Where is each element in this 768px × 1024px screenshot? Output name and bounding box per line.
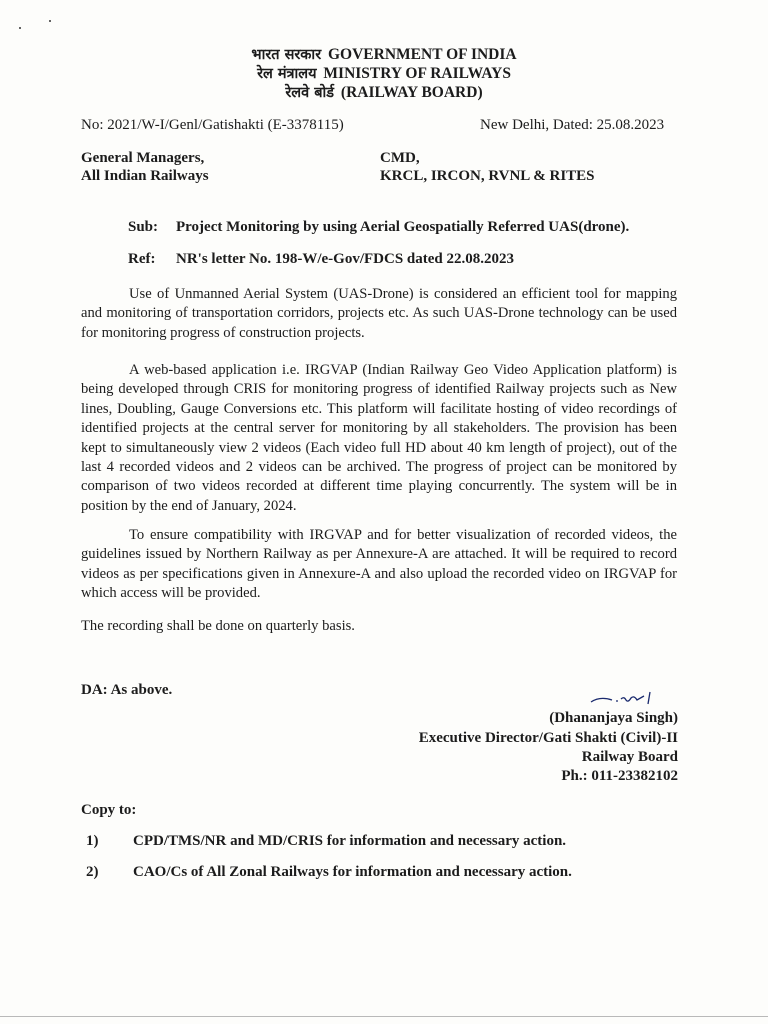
addressee-right-line1: CMD, — [380, 150, 420, 166]
signatory-office: Railway Board — [581, 749, 678, 765]
subject-text: Project Monitoring by using Aerial Geospatially Referred UAS(drone). — [176, 219, 630, 235]
place-date: New Delhi, Dated: 25.08.2023 — [480, 117, 665, 133]
header-hindi-board: रेलवे बोर्ड — [285, 85, 335, 101]
scan-speck — [49, 20, 51, 22]
reference-number: No: 2021/W-I/Genl/Gatishakti (E-3378115) — [81, 117, 344, 133]
header-hindi-government: भारत सरकार — [251, 47, 322, 63]
body-paragraph-1: Use of Unmanned Aerial System (UAS-Drone) is considered an efficient tool for mapping and monitoring of transportation corridors, projects etc. As such UAS-Drone technology can be used for monitoring progress of construction projects. — [81, 286, 677, 341]
header-english-government: GOVERNMENT OF INDIA — [328, 46, 517, 63]
body-paragraph-3: To ensure compatibility with IRGVAP and for better visualization of recorded videos, the guidelines issued by Northern Railway as per Annexure-A are attached. It will be required to record videos as per specifications given in Annexure-A and also upload the recorded video on IRGVAP for which access will be provided. — [81, 527, 677, 602]
header-line-ministry — [0, 63, 768, 83]
signatory-designation: Executive Director/Gati Shakti (Civil)-II — [418, 730, 678, 746]
handwritten-signature — [588, 690, 658, 710]
signatory-phone: Ph.: 011-23382102 — [561, 768, 678, 784]
header-hindi-ministry: रेल मंत्रालय — [257, 66, 317, 82]
addressee-left-line1: General Managers, — [81, 150, 205, 166]
body-paragraph-4: The recording shall be done on quarterly basis. — [81, 618, 355, 634]
scan-speck — [19, 27, 21, 29]
scan-edge-line — [0, 1016, 768, 1017]
subject-label: Sub: — [128, 219, 159, 235]
copy-to-label: Copy to: — [81, 802, 137, 818]
copy-item-text: CAO/Cs of All Zonal Railways for information and necessary action. — [133, 864, 572, 880]
body-paragraph-2: A web-based application i.e. IRGVAP (Indian Railway Geo Video Application platform) is being developed through CRIS for monitoring progress of identified Railway projects such as New lines, Doubling, Gauge Conversions etc. This platform will facilitate hosting of video recordings of identified projects at the central server for monitoring by all stakeholders. The provision has been kept to simultaneously view 2 videos (Each video full HD about 40 km length of project), out of the last 4 recorded videos and 2 videos can be archived. The progress of project can be monitored by comparison of two videos recorded at different time playing concurrently. The system will be in position by the end of January, 2024. — [81, 362, 677, 514]
signatory-name: (Dhananjaya Singh) — [549, 710, 678, 726]
header-line-government — [0, 44, 768, 64]
copy-item-number: 1) — [86, 833, 99, 849]
enclosure-note: DA: As above. — [81, 682, 173, 698]
addressee-left-line2: All Indian Railways — [81, 168, 209, 184]
copy-item-text: CPD/TMS/NR and MD/CRIS for information and necessary action. — [133, 833, 567, 849]
addressee-right-line2: KRCL, IRCON, RVNL & RITES — [380, 168, 595, 184]
reference-label: Ref: — [128, 251, 156, 267]
header-english-ministry: MINISTRY OF RAILWAYS — [323, 65, 511, 82]
reference-text: NR's letter No. 198-W/e-Gov/FDCS dated 22.08.2023 — [176, 251, 515, 267]
copy-item-number: 2) — [86, 864, 99, 880]
header-english-board: (RAILWAY BOARD) — [340, 84, 483, 101]
header-line-board — [0, 82, 768, 102]
